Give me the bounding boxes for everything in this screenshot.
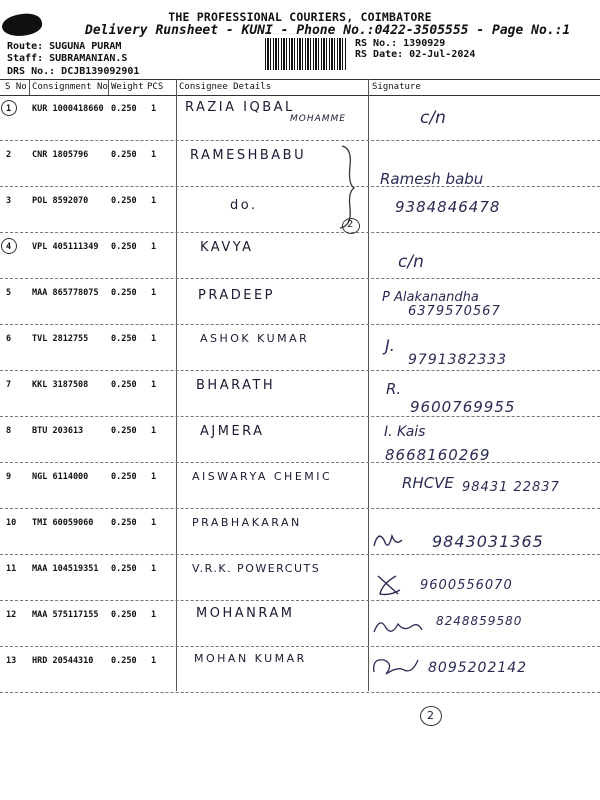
row-pcs: 1	[151, 150, 157, 160]
row-consignee: V.R.K. POWERCUTS	[192, 562, 321, 575]
col-weight: Weight	[111, 82, 144, 92]
row-consignment-no: BTU 203613	[32, 426, 84, 436]
row-consignee: BHARATH	[196, 378, 276, 393]
row-consignee: PRADEEP	[198, 288, 276, 303]
drs-label: DRS No.: DCJB139092901	[7, 66, 140, 77]
row-weight: 0.250	[111, 518, 137, 528]
row-pcs: 1	[151, 426, 157, 436]
row-consignment-no: MAA 865778075	[32, 288, 99, 298]
row-consignee: MOHANRAM	[196, 606, 295, 621]
row-signature: R.	[386, 380, 402, 398]
row-consignment-no: POL 8592070	[32, 196, 89, 206]
row-phone: 8095202142	[428, 660, 528, 676]
row-sno: 1	[6, 104, 12, 114]
row-sno: 12	[6, 610, 17, 620]
row-consignment-no: HRD 20544310	[32, 656, 94, 666]
row-pcs: 1	[151, 472, 157, 482]
row-signature: Ramesh babu	[380, 170, 484, 188]
signature-scribble	[370, 614, 426, 640]
row-weight: 0.250	[111, 564, 137, 574]
row-sno: 6	[6, 334, 12, 344]
company-title: THE PROFESSIONAL COURIERS, COIMBATORE	[168, 10, 432, 24]
row-weight: 0.250	[111, 380, 137, 390]
staff-label: Staff: SUBRAMANIAN.S	[7, 53, 128, 64]
row-phone: 9791382333	[408, 352, 508, 368]
row-sno: 11	[6, 564, 17, 574]
row-consignee: do.	[230, 198, 258, 213]
row-weight: 0.250	[111, 426, 137, 436]
row-pcs: 1	[151, 610, 157, 620]
row-consignee: KAVYA	[200, 240, 254, 255]
row-weight: 0.250	[111, 656, 137, 666]
row-sno: 13	[6, 656, 17, 666]
row-signature: J.	[385, 336, 395, 355]
row-sno: 2	[6, 150, 12, 160]
row-sno: 4	[6, 242, 12, 252]
row-sno: 7	[6, 380, 12, 390]
row-weight: 0.250	[111, 196, 137, 206]
col-signature: Signature	[372, 82, 421, 92]
row-pcs: 1	[151, 380, 157, 390]
row-weight: 0.250	[111, 334, 137, 344]
row-consignee: RAMESHBABU	[190, 148, 307, 163]
row-pcs: 1	[151, 104, 157, 114]
route-label: Route: SUGUNA PURAM	[7, 41, 122, 52]
rs-number: RS No.: 1390929	[355, 38, 446, 49]
row-consignment-no: NGL 6114000	[32, 472, 89, 482]
row-consignee: MOHAN KUMAR	[194, 652, 307, 665]
row-sno: 5	[6, 288, 12, 298]
signature-scribble	[368, 652, 428, 682]
row-weight: 0.250	[111, 472, 137, 482]
row-pcs: 1	[151, 196, 157, 206]
row-consignee-line2: MOHAMME	[290, 114, 346, 124]
row-pcs: 1	[151, 242, 157, 252]
row-pcs: 1	[151, 288, 157, 298]
row-signature: P Alakanandha	[382, 290, 479, 305]
row-consignee: AISWARYA CHEMIC	[192, 470, 333, 483]
row-signature: I. Kais	[384, 424, 426, 440]
bottom-mark-number: 2	[427, 709, 434, 722]
row-signature: c/n	[420, 108, 446, 128]
row-consignment-no: TVL 2812755	[32, 334, 89, 344]
row-sno: 3	[6, 196, 12, 206]
row-consignment-no: TMI 60059060	[32, 518, 94, 528]
row-phone: 9843031365	[432, 532, 544, 551]
row-sno: 8	[6, 426, 12, 436]
col-consignee: Consignee Details	[179, 82, 272, 92]
signature-scribble	[370, 526, 406, 556]
col-sno: S No	[5, 82, 27, 92]
row-consignment-no: KUR 1000418660	[32, 104, 104, 114]
row-weight: 0.250	[111, 610, 137, 620]
row-pcs: 1	[151, 564, 157, 574]
row-phone: 9384846478	[395, 198, 501, 216]
row-phone: 9600769955	[410, 398, 516, 416]
barcode	[265, 38, 347, 70]
row-pcs: 1	[151, 656, 157, 666]
row-weight: 0.250	[111, 104, 137, 114]
row-consignment-no: KKL 3187508	[32, 380, 89, 390]
row-consignment-no: VPL 405111349	[32, 242, 99, 252]
row-weight: 0.250	[111, 288, 137, 298]
bracket-number: 2	[347, 219, 354, 230]
row-signature: c/n	[398, 252, 424, 272]
row-consignee: AJMERA	[200, 424, 265, 439]
runsheet-subtitle: Delivery Runsheet - KUNI - Phone No.:0422-3505555 - Page No.:1	[85, 23, 571, 38]
row-sno: 10	[6, 518, 17, 528]
row-consignee: PRABHAKARAN	[192, 516, 302, 529]
row-phone: 8668160269	[385, 446, 491, 464]
row-phone: 9600556070	[420, 578, 513, 593]
row-weight: 0.250	[111, 150, 137, 160]
row-weight: 0.250	[111, 242, 137, 252]
row-consignment-no: CNR 1805796	[32, 150, 89, 160]
row-consignee: RAZIA IQBAL	[185, 100, 295, 115]
row-consignment-no: MAA 575117155	[32, 610, 99, 620]
col-consignment: Consignment No	[32, 82, 108, 92]
row-phone: 98431 22837	[462, 480, 560, 495]
row-phone: 8248859580	[436, 614, 523, 628]
rs-date: RS Date: 02-Jul-2024	[355, 49, 476, 60]
row-sno: 9	[6, 472, 12, 482]
row-phone: 6379570567	[408, 304, 501, 319]
signature-scribble	[372, 570, 406, 600]
row-pcs: 1	[151, 518, 157, 528]
row-consignee: ASHOK KUMAR	[200, 332, 310, 345]
row-signature: RHCVE	[402, 474, 454, 492]
row-pcs: 1	[151, 334, 157, 344]
col-pcs: PCS	[147, 82, 164, 92]
row-consignment-no: MAA 104519351	[32, 564, 99, 574]
